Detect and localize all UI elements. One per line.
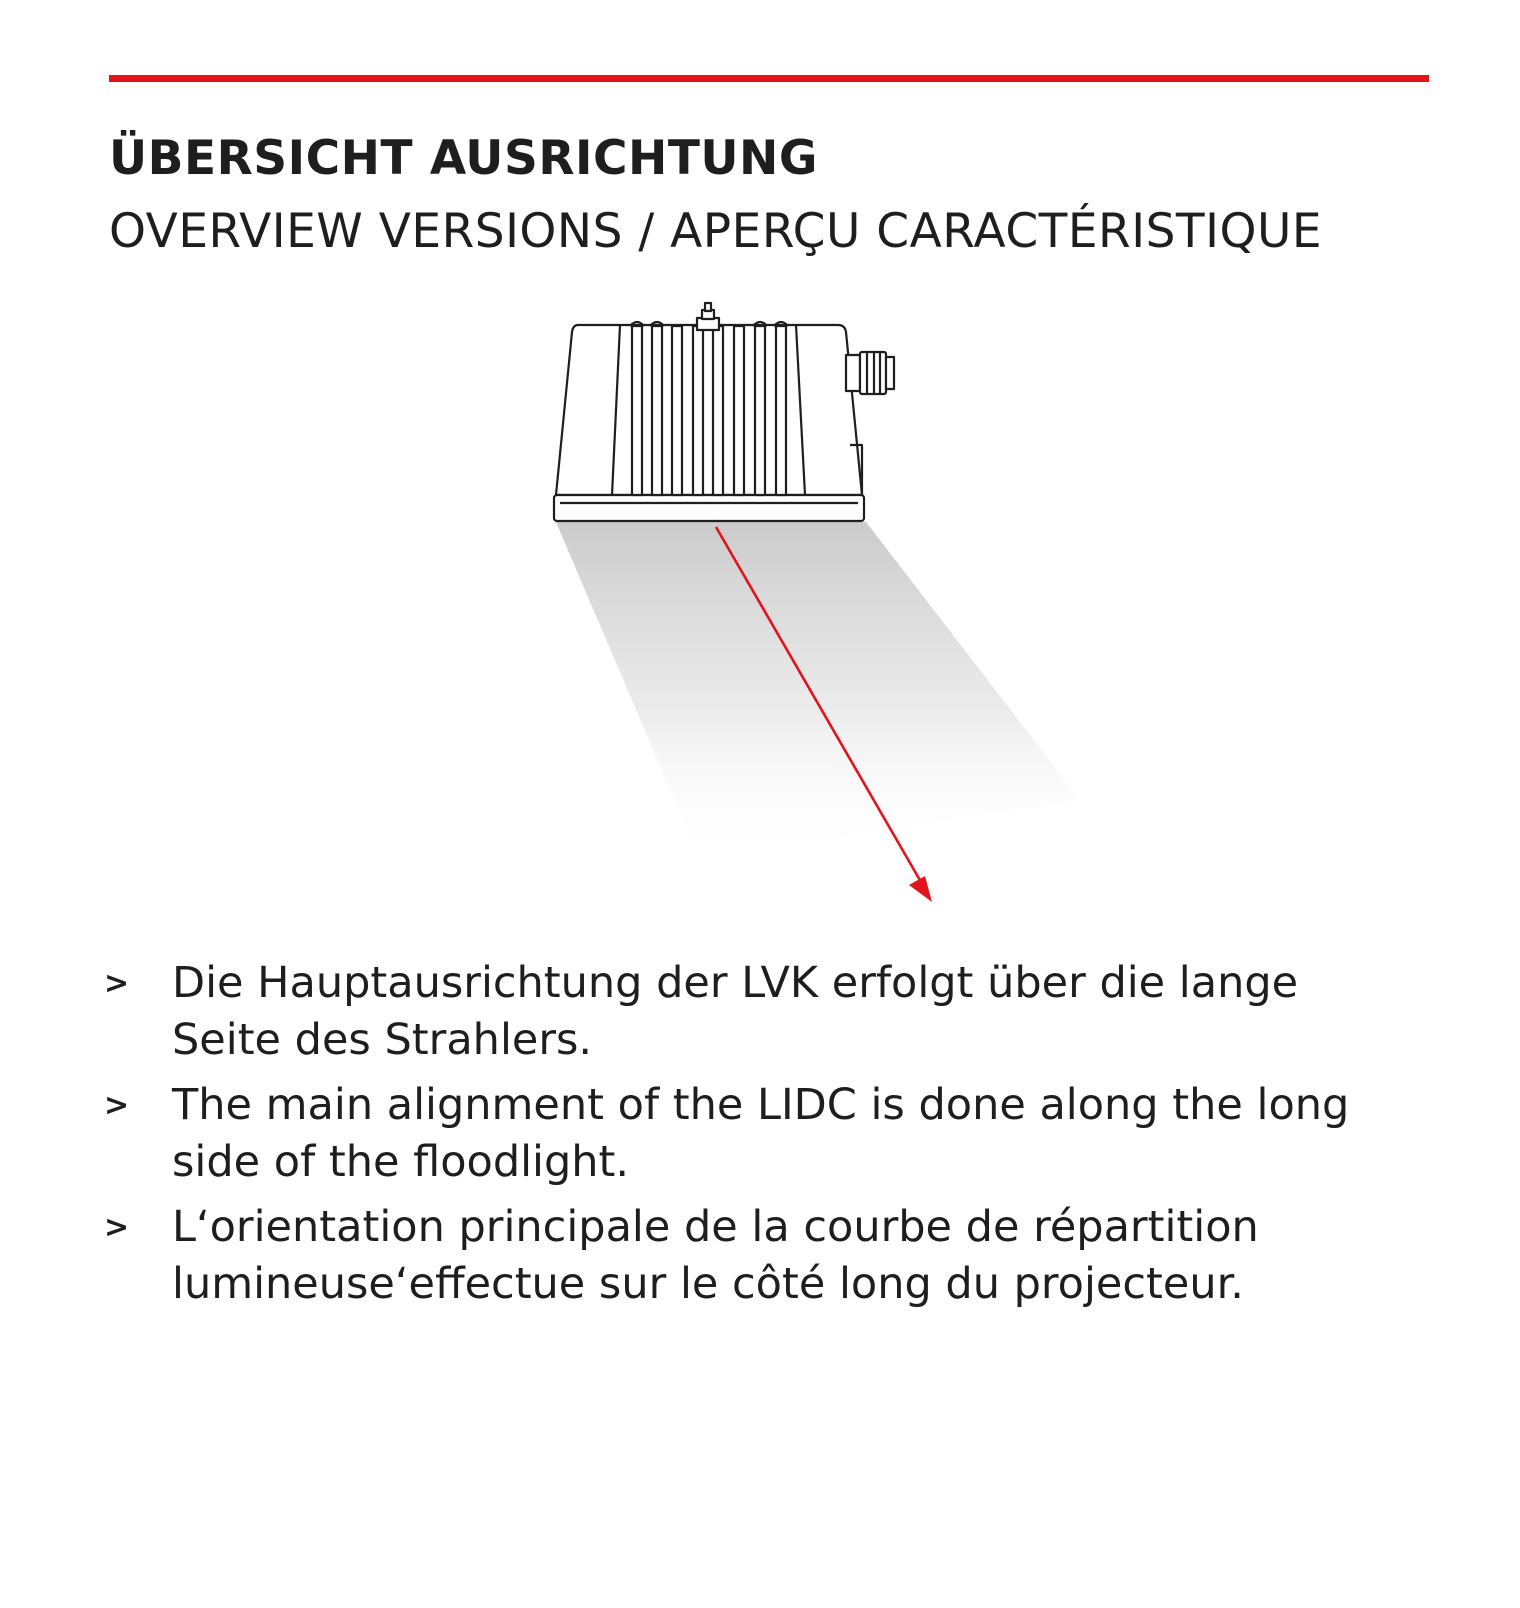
page-subtitle: OVERVIEW VERSIONS / APERÇU CARACTÉRISTIQUE: [109, 204, 1323, 259]
bullet-text-fr: L‘orientation principale de la courbe de répartition lumineuse‘effectue sur le côté long du projecteur.: [172, 1202, 1259, 1309]
chevron-right-icon: >: [104, 1210, 130, 1245]
chevron-right-icon: >: [104, 1088, 130, 1123]
floodlight-icon: [554, 303, 894, 521]
light-beam: [556, 522, 1080, 860]
list-item: [104, 955, 1444, 1069]
list-item: [104, 1077, 1444, 1191]
bullet-text-en: The main alignment of the LIDC is done along the long side of the floodlight.: [172, 1080, 1350, 1187]
chevron-right-icon: >: [104, 966, 130, 1001]
page-title: ÜBERSICHT AUSRICHTUNG: [109, 131, 818, 186]
bullet-list: [104, 955, 1444, 1321]
list-item: [104, 1199, 1444, 1313]
bullet-text-de: Die Hauptausrichtung der LVK erfolgt über die lange Seite des Strahlers.: [172, 958, 1299, 1065]
